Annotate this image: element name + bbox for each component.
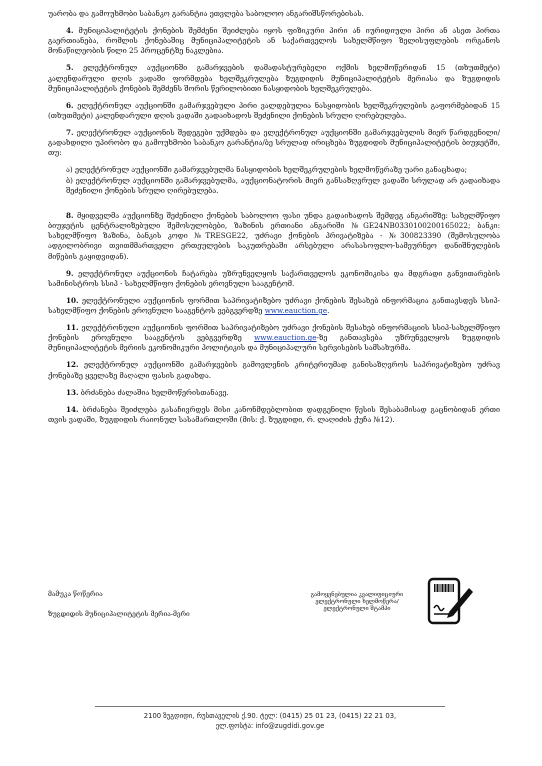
paragraph-11: 11. ელექტრონული აუქციონის ფორმით საპრივატიზებო უძრავი ქონების შესახებ ინფორმაციის სსიპ-სახელმწიფო ქონების ეროვნული სააგენტოს ვებგვერდზე www.eauction.ge-ზე განთავსება უზრუნველყოს ზუგდიდის მუნიციპალიტეტის მერიის ეკონომიკური პოლიტიკის და მუნიციპალური სერვისების სამსახურმა. <box>48 323 500 353</box>
footer-email: ელ.ფოსტა: info@zugdidi.gov.ge <box>215 721 325 730</box>
paragraph-14: 14. ბრძანება შეიძლება გასაჩივრდეს მისი კანონმდებლობით დადგენილი წესის შესაბამისად გაცნობიდან ერთი თვის ვადაში, ზუგდიდის რაიონულ სასამართლოში (მის: ქ. ზუგდიდი, რ. ლაღიძის ქუჩა №12). <box>48 404 500 424</box>
paragraph-5: 5. ელექტრონულ აუქციონში გამარჯვების დამადასტურებელი ოქმის ხელმოწერიდან 15 (თხუთმეტი) კალენდარული დღის ვადაში ფორმდება ხელშეკრულება ზუგდიდის მუნიციპალიტეტის მერიასა და ზუგდიდის მუნიციპალიტეტის ქონების შემძენს შორის წერილობითი ნასყიდობის ხელშეკრულება. <box>48 63 500 93</box>
signatory-position: ზუგდიდის მუნიციპალიტეტის მერია-მერი <box>48 610 190 618</box>
order-body <box>48 9 500 432</box>
signatory-name: მამუკა წოწერია <box>48 590 103 598</box>
paragraph-4: 4. მუნიციპალიტეტის ქონების შემძენი შეიძლება იყოს ფიზიკური პირი ან იურიდიული პირი ან ასეთ პირთა გაერთიანება, რომლის ქონებაშიც მუნიციპალიტეტის ან საქართველოს სახელმწიფო ზელისუფლების ორგანოს მონაწილეობის წილი 25 პროცენტზე ნაკლებია. <box>48 26 500 56</box>
signatory <box>48 590 190 619</box>
footer-divider <box>95 706 445 707</box>
paragraph-7-subitems <box>48 165 500 196</box>
footer <box>60 712 480 731</box>
paragraph-10: 10. ელექტრონული აუქციონის ფორმით საპრივატიზებო უძრავი ქონების შესახებ ინფორმაცია განთავსდეს სსიპ-სახელმწიფო ქონების ეროვნული სააგენტოს ვებგვერდზე www.eauction.ge. <box>48 295 500 316</box>
eauction-link[interactable]: www.eauction.ge <box>254 333 317 343</box>
subitem-a: ა) ელექტრონულ აუქციონში გამარჯვებულმა ნასყიდობის ხელშეკრულების ხელმოწერაზე უარი განაცხადა; <box>66 165 468 175</box>
eauction-link[interactable]: www.eauction.ge <box>264 306 328 316</box>
paragraph-6: 6. ელექტრონულ აუქციონში გამარჯვებული პირი ვალდებულია ნასყიდობის ხელშეკრულების გაფორმებიდან 15 (თხუთმეტი) კალენდარული დღის ვადაში გადაიხადოს შეძენილი ქონების სრული ღირებულება. <box>48 100 500 121</box>
paragraph-9: 9. ელექტრონულ აუქციონის ჩატარება უზრუნველყოს საქართველოს ეკონომიკისა და მდგრადი განვითარების სამინისტროს სსიპ - სახელმწიფო ქონების ეროვნული სააგენტომ. <box>48 268 500 288</box>
subitem-b: ბ) ელექტრონულ აუქციონში გამარჯვებულმა, აუქციონატორის მიერ განსაზღვრულ ვადაში სრულად არ გადაიხადა შეძენილი ქონების სრული ღირებულება. <box>66 175 500 195</box>
signature-block <box>48 574 500 628</box>
paragraph-12: 12. ელექტრონულ აუქციონში გამარჯვების გამოვლენის კრიტერიუმად განისაზღვროს საპრივატიზებო უძრავ ქონებაზე ყველაზე მაღალი ფასის გადახდა. <box>48 360 500 380</box>
footer-address: 2100 ზუგდიდი, რუსთაველის ქ.90. ტელ: (0415) 25 01 23, (0415) 22 21 03, <box>143 712 397 720</box>
e-signature-icon <box>423 574 477 628</box>
e-signature-note: გამოყენებულია კვალიფიციური ელექტრონული ხელმოწერა/ ელექტრონული შტამპი <box>310 592 404 613</box>
paragraph-7: 7. ელექტრონულ აუქციონის შედეგები უქმდება და ელექტრონულ აუქციონში გამარჯვებულის მიერ წარდგენილი/გადახდილი უპირობო და გამოუხმობი საბანკო გარანტია/ბე სრულად ირიცხება ზუგდიდის მუნიციპალიტეტის ბიუჯეტში, თუ: <box>48 128 500 158</box>
paragraph-13: 13. ბრძანება ძალაშია ხელმოწერისთანავე. <box>66 387 229 397</box>
paragraph-8: 8. მყიდველმა აუქციონზე შეძენილი ქონების საბოლოო ფასი უნდა გადაიხადოს შემდეგ ანგარიშზე: სახელმწიფო ბიუჯეტის ცენტრალიზებული შემოსულობები, ზაზინის ერთიანი ანგარიში №GE24NB0330100200165022; ბანკი: სახელმწიფო ზაზინა, ბანკის კოდი №TRESGE22, უძრავი ქონების პრივატიზება - №300823390 (შემოსულობა ადგილობრივი თვითმმართველი ერთეულების საკუთრებაში არსებული არასასოფლო-სამეურნეო დანიშნულების მიწების გაყიდვიდან). <box>48 210 500 261</box>
paragraph-continuation: უარობა და გამოუხმობი საბანკო გარანტია ეთვლება საბოლოო ანგარიშსწორებისას. <box>48 9 364 18</box>
